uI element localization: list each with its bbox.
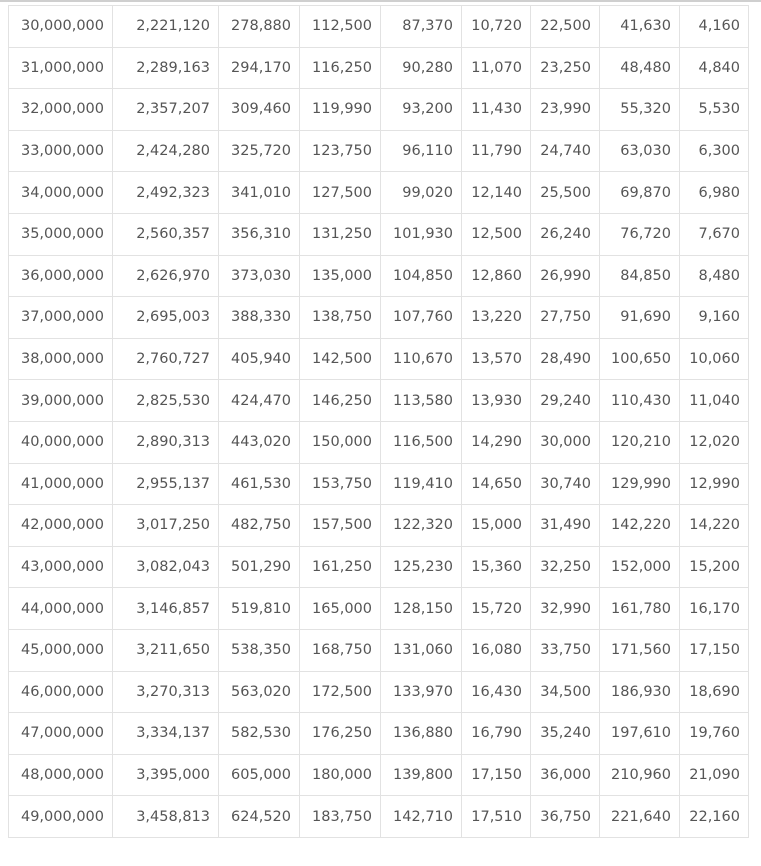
col4-cell: 157,500	[300, 505, 381, 547]
table-row	[9, 338, 749, 380]
col5-cell: 107,760	[381, 297, 462, 339]
table-row	[9, 213, 749, 255]
col6-cell: 16,790	[462, 713, 531, 755]
col6-cell: 15,000	[462, 505, 531, 547]
col9-cell: 19,760	[680, 713, 749, 755]
col6-cell: 13,930	[462, 380, 531, 422]
col8-cell: 91,690	[600, 297, 680, 339]
table-row	[9, 713, 749, 755]
col9-cell: 12,990	[680, 463, 749, 505]
table-row	[9, 546, 749, 588]
salary-cell: 36,000,000	[9, 255, 113, 297]
table-row	[9, 505, 749, 547]
col9-cell: 14,220	[680, 505, 749, 547]
salary-cell: 30,000,000	[9, 6, 113, 48]
table-row	[9, 421, 749, 463]
col5-cell: 104,850	[381, 255, 462, 297]
col6-cell: 17,150	[462, 754, 531, 796]
salary-cell: 45,000,000	[9, 629, 113, 671]
table-row	[9, 172, 749, 214]
col5-cell: 113,580	[381, 380, 462, 422]
col2-cell: 2,760,727	[113, 338, 219, 380]
col8-cell: 186,930	[600, 671, 680, 713]
col3-cell: 443,020	[219, 421, 300, 463]
col5-cell: 139,800	[381, 754, 462, 796]
col5-cell: 90,280	[381, 47, 462, 89]
salary-cell: 41,000,000	[9, 463, 113, 505]
col4-cell: 127,500	[300, 172, 381, 214]
col6-cell: 15,720	[462, 588, 531, 630]
col9-cell: 18,690	[680, 671, 749, 713]
col9-cell: 5,530	[680, 89, 749, 131]
col4-cell: 146,250	[300, 380, 381, 422]
col7-cell: 33,750	[531, 629, 600, 671]
table-container	[8, 5, 749, 838]
table-row	[9, 588, 749, 630]
salary-cell: 34,000,000	[9, 172, 113, 214]
col6-cell: 13,220	[462, 297, 531, 339]
col3-cell: 325,720	[219, 130, 300, 172]
col8-cell: 41,630	[600, 6, 680, 48]
col3-cell: 309,460	[219, 89, 300, 131]
salary-cell: 40,000,000	[9, 421, 113, 463]
col6-cell: 11,790	[462, 130, 531, 172]
col2-cell: 3,270,313	[113, 671, 219, 713]
col7-cell: 32,990	[531, 588, 600, 630]
col8-cell: 142,220	[600, 505, 680, 547]
salary-cell: 47,000,000	[9, 713, 113, 755]
col2-cell: 3,334,137	[113, 713, 219, 755]
col9-cell: 10,060	[680, 338, 749, 380]
col9-cell: 7,670	[680, 213, 749, 255]
salary-cell: 32,000,000	[9, 89, 113, 131]
salary-cell: 37,000,000	[9, 297, 113, 339]
col3-cell: 624,520	[219, 796, 300, 838]
col5-cell: 128,150	[381, 588, 462, 630]
col2-cell: 3,146,857	[113, 588, 219, 630]
col2-cell: 3,211,650	[113, 629, 219, 671]
col9-cell: 17,150	[680, 629, 749, 671]
col2-cell: 3,017,250	[113, 505, 219, 547]
col4-cell: 165,000	[300, 588, 381, 630]
col5-cell: 93,200	[381, 89, 462, 131]
col4-cell: 176,250	[300, 713, 381, 755]
col3-cell: 605,000	[219, 754, 300, 796]
col8-cell: 120,210	[600, 421, 680, 463]
col4-cell: 116,250	[300, 47, 381, 89]
table-row	[9, 47, 749, 89]
col4-cell: 123,750	[300, 130, 381, 172]
col8-cell: 197,610	[600, 713, 680, 755]
table-row	[9, 629, 749, 671]
table-row	[9, 6, 749, 48]
col7-cell: 29,240	[531, 380, 600, 422]
col6-cell: 16,430	[462, 671, 531, 713]
col5-cell: 99,020	[381, 172, 462, 214]
col6-cell: 17,510	[462, 796, 531, 838]
col3-cell: 341,010	[219, 172, 300, 214]
salary-cell: 48,000,000	[9, 754, 113, 796]
col4-cell: 172,500	[300, 671, 381, 713]
col9-cell: 21,090	[680, 754, 749, 796]
col7-cell: 23,990	[531, 89, 600, 131]
col4-cell: 142,500	[300, 338, 381, 380]
col5-cell: 122,320	[381, 505, 462, 547]
col7-cell: 30,740	[531, 463, 600, 505]
col7-cell: 25,500	[531, 172, 600, 214]
col8-cell: 110,430	[600, 380, 680, 422]
col2-cell: 3,458,813	[113, 796, 219, 838]
salary-cell: 35,000,000	[9, 213, 113, 255]
col6-cell: 16,080	[462, 629, 531, 671]
col2-cell: 2,221,120	[113, 6, 219, 48]
col4-cell: 180,000	[300, 754, 381, 796]
col9-cell: 22,160	[680, 796, 749, 838]
col7-cell: 36,000	[531, 754, 600, 796]
salary-cell: 46,000,000	[9, 671, 113, 713]
col2-cell: 3,082,043	[113, 546, 219, 588]
col9-cell: 9,160	[680, 297, 749, 339]
top-divider	[0, 0, 761, 2]
col5-cell: 101,930	[381, 213, 462, 255]
col2-cell: 2,955,137	[113, 463, 219, 505]
col7-cell: 35,240	[531, 713, 600, 755]
col8-cell: 161,780	[600, 588, 680, 630]
table-row	[9, 671, 749, 713]
col3-cell: 356,310	[219, 213, 300, 255]
col6-cell: 11,070	[462, 47, 531, 89]
col2-cell: 2,890,313	[113, 421, 219, 463]
col3-cell: 519,810	[219, 588, 300, 630]
col5-cell: 133,970	[381, 671, 462, 713]
col4-cell: 131,250	[300, 213, 381, 255]
col3-cell: 538,350	[219, 629, 300, 671]
col5-cell: 119,410	[381, 463, 462, 505]
col5-cell: 142,710	[381, 796, 462, 838]
col8-cell: 129,990	[600, 463, 680, 505]
col7-cell: 26,240	[531, 213, 600, 255]
table-row	[9, 255, 749, 297]
col9-cell: 6,300	[680, 130, 749, 172]
col5-cell: 96,110	[381, 130, 462, 172]
col7-cell: 36,750	[531, 796, 600, 838]
col2-cell: 2,424,280	[113, 130, 219, 172]
col7-cell: 24,740	[531, 130, 600, 172]
col2-cell: 2,695,003	[113, 297, 219, 339]
col5-cell: 110,670	[381, 338, 462, 380]
col2-cell: 2,492,323	[113, 172, 219, 214]
col3-cell: 482,750	[219, 505, 300, 547]
col9-cell: 12,020	[680, 421, 749, 463]
col9-cell: 16,170	[680, 588, 749, 630]
col7-cell: 31,490	[531, 505, 600, 547]
col9-cell: 15,200	[680, 546, 749, 588]
salary-deduction-table	[8, 5, 749, 838]
col8-cell: 55,320	[600, 89, 680, 131]
col6-cell: 14,650	[462, 463, 531, 505]
col9-cell: 11,040	[680, 380, 749, 422]
col4-cell: 153,750	[300, 463, 381, 505]
table-row	[9, 297, 749, 339]
col8-cell: 100,650	[600, 338, 680, 380]
col7-cell: 26,990	[531, 255, 600, 297]
col3-cell: 563,020	[219, 671, 300, 713]
col4-cell: 119,990	[300, 89, 381, 131]
col3-cell: 582,530	[219, 713, 300, 755]
col3-cell: 461,530	[219, 463, 300, 505]
salary-cell: 39,000,000	[9, 380, 113, 422]
col9-cell: 4,160	[680, 6, 749, 48]
col7-cell: 28,490	[531, 338, 600, 380]
col7-cell: 22,500	[531, 6, 600, 48]
col9-cell: 8,480	[680, 255, 749, 297]
col3-cell: 405,940	[219, 338, 300, 380]
col5-cell: 131,060	[381, 629, 462, 671]
col7-cell: 27,750	[531, 297, 600, 339]
table-row	[9, 796, 749, 838]
table-row	[9, 463, 749, 505]
col2-cell: 2,289,163	[113, 47, 219, 89]
col8-cell: 76,720	[600, 213, 680, 255]
col4-cell: 168,750	[300, 629, 381, 671]
col8-cell: 171,560	[600, 629, 680, 671]
salary-cell: 49,000,000	[9, 796, 113, 838]
col3-cell: 501,290	[219, 546, 300, 588]
col4-cell: 161,250	[300, 546, 381, 588]
col8-cell: 84,850	[600, 255, 680, 297]
col4-cell: 138,750	[300, 297, 381, 339]
col8-cell: 152,000	[600, 546, 680, 588]
salary-cell: 42,000,000	[9, 505, 113, 547]
col6-cell: 12,860	[462, 255, 531, 297]
col8-cell: 48,480	[600, 47, 680, 89]
col4-cell: 183,750	[300, 796, 381, 838]
col2-cell: 2,560,357	[113, 213, 219, 255]
col7-cell: 34,500	[531, 671, 600, 713]
col3-cell: 278,880	[219, 6, 300, 48]
col3-cell: 373,030	[219, 255, 300, 297]
col7-cell: 32,250	[531, 546, 600, 588]
col5-cell: 136,880	[381, 713, 462, 755]
table-row	[9, 754, 749, 796]
col2-cell: 3,395,000	[113, 754, 219, 796]
table-row	[9, 89, 749, 131]
salary-cell: 33,000,000	[9, 130, 113, 172]
col3-cell: 294,170	[219, 47, 300, 89]
col2-cell: 2,825,530	[113, 380, 219, 422]
col9-cell: 6,980	[680, 172, 749, 214]
col6-cell: 13,570	[462, 338, 531, 380]
salary-cell: 43,000,000	[9, 546, 113, 588]
col6-cell: 15,360	[462, 546, 531, 588]
col5-cell: 87,370	[381, 6, 462, 48]
table-row	[9, 130, 749, 172]
salary-cell: 44,000,000	[9, 588, 113, 630]
col5-cell: 125,230	[381, 546, 462, 588]
table-body	[9, 6, 749, 838]
col6-cell: 11,430	[462, 89, 531, 131]
col8-cell: 210,960	[600, 754, 680, 796]
col3-cell: 388,330	[219, 297, 300, 339]
col2-cell: 2,626,970	[113, 255, 219, 297]
col6-cell: 14,290	[462, 421, 531, 463]
col9-cell: 4,840	[680, 47, 749, 89]
col7-cell: 30,000	[531, 421, 600, 463]
col8-cell: 63,030	[600, 130, 680, 172]
col6-cell: 12,500	[462, 213, 531, 255]
salary-cell: 31,000,000	[9, 47, 113, 89]
col4-cell: 150,000	[300, 421, 381, 463]
col7-cell: 23,250	[531, 47, 600, 89]
col8-cell: 69,870	[600, 172, 680, 214]
col4-cell: 135,000	[300, 255, 381, 297]
col4-cell: 112,500	[300, 6, 381, 48]
col5-cell: 116,500	[381, 421, 462, 463]
col8-cell: 221,640	[600, 796, 680, 838]
col3-cell: 424,470	[219, 380, 300, 422]
col6-cell: 12,140	[462, 172, 531, 214]
salary-cell: 38,000,000	[9, 338, 113, 380]
col6-cell: 10,720	[462, 6, 531, 48]
table-row	[9, 380, 749, 422]
col2-cell: 2,357,207	[113, 89, 219, 131]
